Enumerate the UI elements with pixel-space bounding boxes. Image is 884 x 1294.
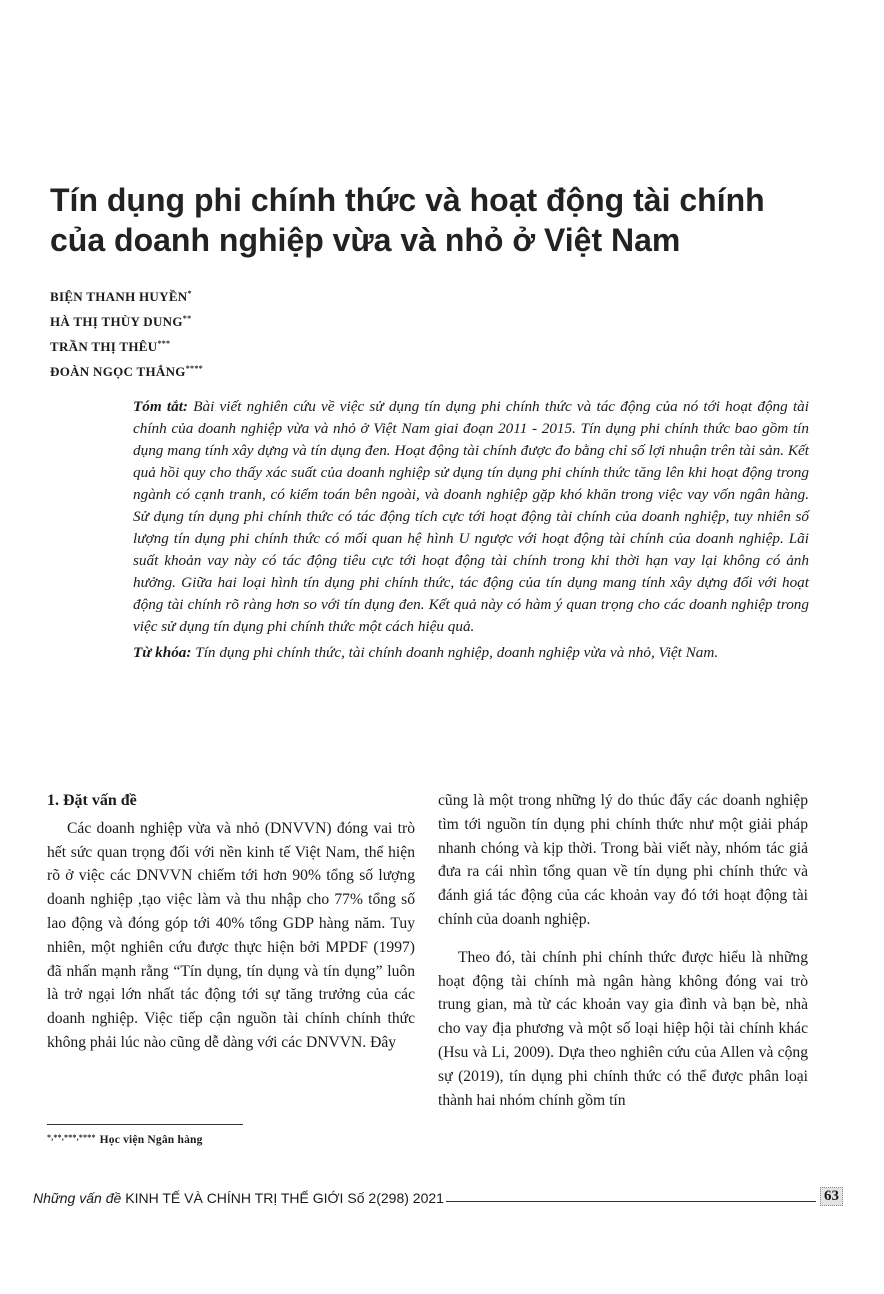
- journal-issue: Số 2(298) 2021: [347, 1190, 444, 1206]
- paragraph: cũng là một trong những lý do thúc đẩy các doanh nghiệp tìm tới nguồn tín dụng phi chính thức như một giải pháp nhanh chóng và kịp thời. Trong bài viết này, nhóm tác giả đưa ra cái nhìn tổng quan về tín dụng phi chính thức và đánh giá tác động của các khoản vay đó tới hoạt động tài chính của doanh nghiệp.: [438, 792, 808, 928]
- footnote-divider: [47, 1124, 243, 1125]
- author: ĐOÀN NGỌC THẮNG****: [50, 364, 203, 379]
- footer-rule: [446, 1201, 816, 1202]
- abstract-text: Bài viết nghiên cứu về việc sử dụng tín dụng phi chính thức và tác động của nó tới hoạt động tài chính của doanh nghiệp vừa và nhỏ ở Việt Nam giai đoạn 2011 - 2015. Tín dụng phi chính thức bao gồm tín dụng mang tính xây dựng và tín dụng đen. Hoạt động tài chính được đo bằng chỉ số lợi nhuận trên tài sản. Kết quả hồi quy cho thấy xác suất của doanh nghiệp sử dụng tín dụng phi chính thức tăng lên khi hoạt động trong ngành có cạnh tranh, có kiểm toán bên ngoài, và doanh nghiệp gặp khó khăn trong việc vay vốn ngân hàng. Sử dụng tín dụng phi chính thức có tác động tích cực tới hoạt động tài chính của doanh nghiệp, tuy nhiên số lượng tín dụng phi chính thức có mối quan hệ hình U ngược với hoạt động tài chính của doanh nghiệp. Lãi suất khoản vay này có tác động tiêu cực tới hoạt động tài chính trong khi thời hạn vay lại không có ảnh hưởng. Giữa hai loại hình tín dụng phi chính thức, tác động của tín dụng mang tính xây dựng đối với hoạt động tài chính rõ ràng hơn so với tín dụng đen. Kết quả này có hàm ý quan trọng cho các doanh nghiệp trong việc sử dụng tín dụng phi chính thức một cách hiệu quả.: [133, 398, 809, 635]
- journal-footer: [33, 1186, 843, 1206]
- paragraph: Theo đó, tài chính phi chính thức được hiểu là những hoạt động tài chính mà ngân hàng không đóng vai trò trung gian, mà từ các khoản vay gia đình và bạn bè, nhà cho vay địa phương và một số loại hiệp hội tài chính khác (Hsu và Li, 2009). Dựa theo nghiên cứu của Allen và cộng sự (2019), tín dụng phi chính thức có thể được phân loại thành hai nhóm chính gồm tín: [438, 948, 808, 1109]
- journal-name: KINH TẾ VÀ CHÍNH TRỊ THẾ GIỚI: [125, 1190, 344, 1206]
- footnote-marks: *,**,***,****: [47, 1133, 96, 1142]
- keywords: [133, 642, 809, 664]
- right-column: [438, 789, 808, 1112]
- page-number: 63: [820, 1187, 843, 1206]
- abstract-label: Tóm tắt:: [133, 398, 188, 415]
- author: TRẦN THỊ THÊU***: [50, 339, 171, 354]
- abstract-block: [133, 396, 809, 664]
- author: HÀ THỊ THÙY DUNG**: [50, 314, 192, 329]
- keywords-label: Từ khóa:: [133, 644, 192, 661]
- author-list: [50, 283, 203, 383]
- journal-prefix: Những vấn đề: [33, 1190, 122, 1206]
- paragraph: Các doanh nghiệp vừa và nhỏ (DNVVN) đóng vai trò hết sức quan trọng đối với nền kinh tế Việt Nam, thể hiện rõ ở việc các DNVVN chiếm tới hơn 90% tổng số lượng doanh nghiệp ,tạo việc làm và thu nhập cho 77% tổng số lao động và đóng góp tới 40% tổng GDP hàng năm. Tuy nhiên, một nghiên cứu được thực hiện bởi MPDF (1997) đã nhấn mạnh rằng “Tín dụng, tín dụng và tín dụng” luôn là trở ngại lớn nhất tác động tới sự tăng trưởng của các doanh nghiệp. Việc tiếp cận nguồn tài chính chính thức không phải lúc nào cũng dễ dàng với các DNVVN. Đây: [47, 819, 415, 1051]
- left-column: [47, 789, 415, 1055]
- article-title: [50, 180, 840, 260]
- title-line-2: của doanh nghiệp vừa và nhỏ ở Việt Nam: [50, 222, 681, 258]
- author: BIỆN THANH HUYỀN*: [50, 289, 192, 304]
- section-heading: 1. Đặt vấn đề: [47, 792, 137, 809]
- title-line-1: Tín dụng phi chính thức và hoạt động tài chính: [50, 182, 765, 218]
- keywords-text: Tín dụng phi chính thức, tài chính doanh nghiệp, doanh nghiệp vừa và nhỏ, Việt Nam.: [195, 644, 719, 661]
- footnote-text: Học viện Ngân hàng: [99, 1134, 203, 1146]
- abstract: [133, 396, 809, 638]
- footnote: [47, 1133, 203, 1146]
